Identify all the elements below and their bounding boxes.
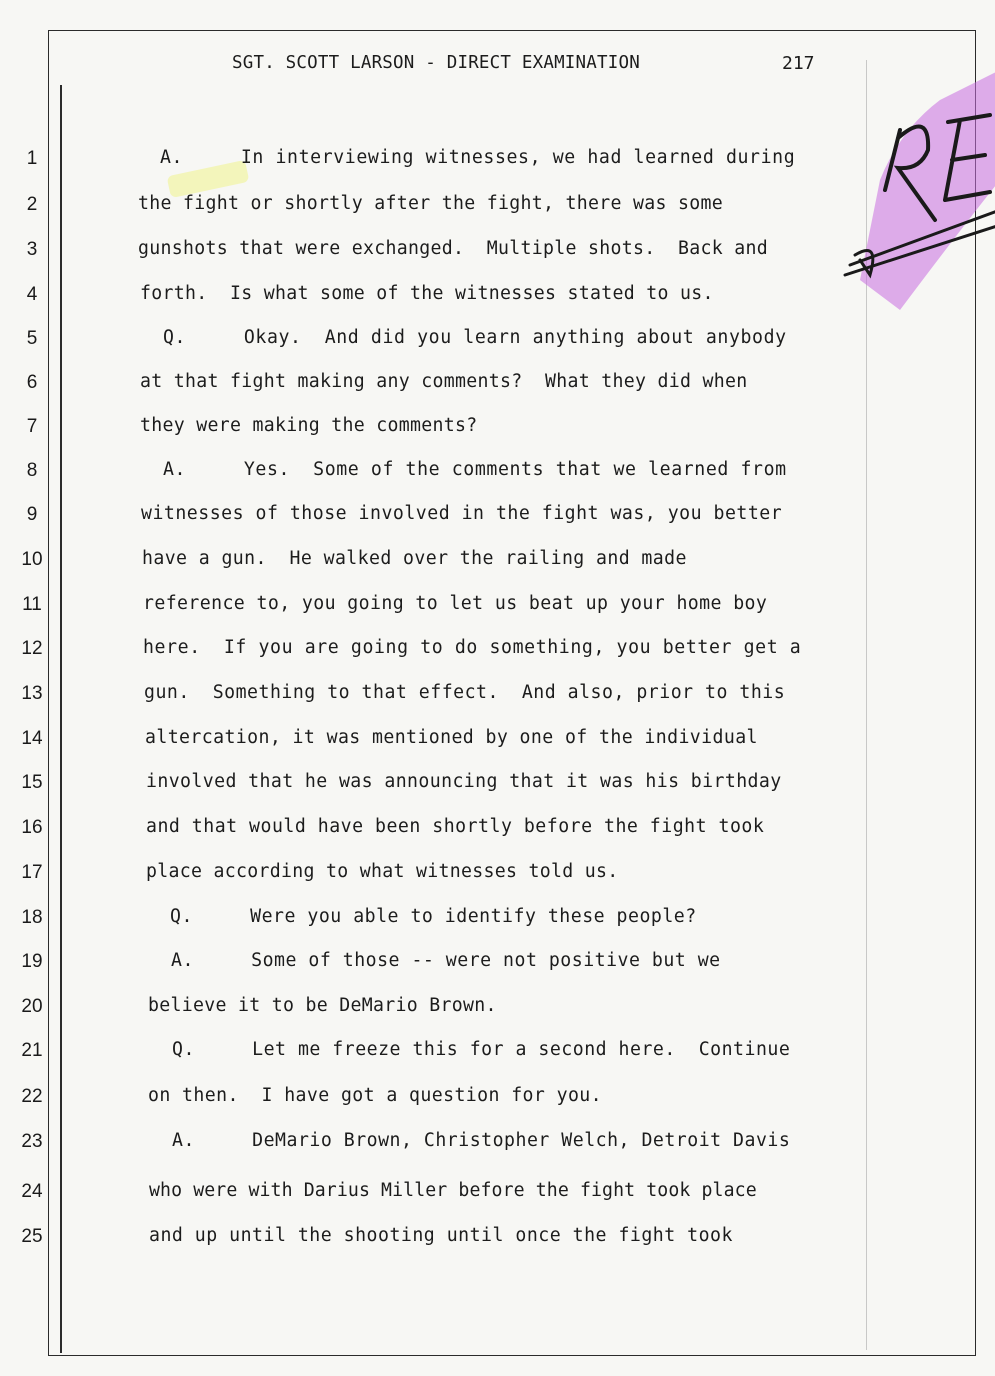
line-number: 1 — [26, 148, 38, 169]
page-header-title: SGT. SCOTT LARSON - DIRECT EXAMINATION — [232, 53, 640, 73]
line-number: 19 — [21, 951, 43, 972]
transcript-line: A. DeMario Brown, Christopher Welch, Detroit Davis — [172, 1130, 791, 1151]
transcript-line: who were with Darius Miller before the fight took place — [149, 1180, 757, 1201]
line-number: 23 — [21, 1131, 43, 1152]
transcript-line: Q. Okay. And did you learn anything about anybody — [163, 327, 787, 348]
transcript-line: witnesses of those involved in the fight was, you better — [141, 503, 783, 524]
line-number: 3 — [26, 239, 38, 260]
transcript-line: at that fight making any comments? What they did when — [140, 371, 748, 392]
transcript-line: involved that he was announcing that it was his birthday — [146, 771, 782, 792]
line-number: 25 — [21, 1226, 43, 1247]
line-number: 21 — [21, 1040, 43, 1061]
line-number: 8 — [26, 460, 38, 481]
line-number: 10 — [21, 549, 43, 570]
transcript-line: A. Yes. Some of the comments that we learned from — [163, 459, 787, 480]
line-number: 6 — [26, 372, 38, 393]
line-number: 24 — [21, 1181, 43, 1202]
transcript-line: Q. Let me freeze this for a second here. Continue — [172, 1039, 791, 1060]
transcript-line: here. If you are going to do something, you better get a — [143, 637, 802, 658]
transcript-line: on then. I have got a question for you. — [148, 1085, 602, 1106]
transcript-line: altercation, it was mentioned by one of the individual — [145, 727, 758, 748]
line-number: 13 — [21, 683, 43, 704]
transcript-line: A. In interviewing witnesses, we had learned during — [160, 147, 796, 168]
line-number: 14 — [21, 728, 43, 749]
line-number-rule — [60, 85, 62, 1353]
line-number: 16 — [21, 817, 43, 838]
line-number: 20 — [21, 996, 43, 1017]
transcript-line: forth. Is what some of the witnesses stated to us. — [140, 283, 714, 304]
handwritten-annotation — [840, 60, 995, 320]
line-number: 18 — [21, 907, 43, 928]
line-number: 17 — [21, 862, 43, 883]
line-number: 5 — [26, 328, 38, 349]
transcript-line: the fight or shortly after the fight, there was some — [138, 193, 723, 214]
line-number: 22 — [21, 1086, 43, 1107]
line-number: 4 — [26, 284, 38, 305]
page-number: 217 — [782, 53, 815, 74]
transcript-line: gunshots that were exchanged. Multiple shots. Back and — [138, 238, 768, 259]
line-number: 2 — [26, 194, 38, 215]
transcript-line: and up until the shooting until once the fight took — [149, 1225, 733, 1246]
transcript-line: have a gun. He walked over the railing and made — [142, 548, 687, 569]
transcript-line: place according to what witnesses told us. — [146, 861, 619, 882]
transcript-line: they were making the comments? — [140, 415, 478, 436]
transcript-line: reference to, you going to let us beat up your home boy — [143, 593, 768, 614]
line-number: 11 — [22, 594, 42, 615]
line-number: 9 — [26, 504, 38, 525]
transcript-line: believe it to be DeMario Brown. — [148, 995, 497, 1016]
line-number: 15 — [21, 772, 43, 793]
transcript-line: and that would have been shortly before the fight took — [146, 816, 765, 837]
transcript-line: Q. Were you able to identify these people? — [170, 906, 697, 927]
transcript-line: gun. Something to that effect. And also, prior to this — [144, 682, 786, 703]
line-number: 7 — [26, 416, 38, 437]
transcript-line: A. Some of those -- were not positive but we — [171, 950, 721, 971]
line-number: 12 — [21, 638, 43, 659]
